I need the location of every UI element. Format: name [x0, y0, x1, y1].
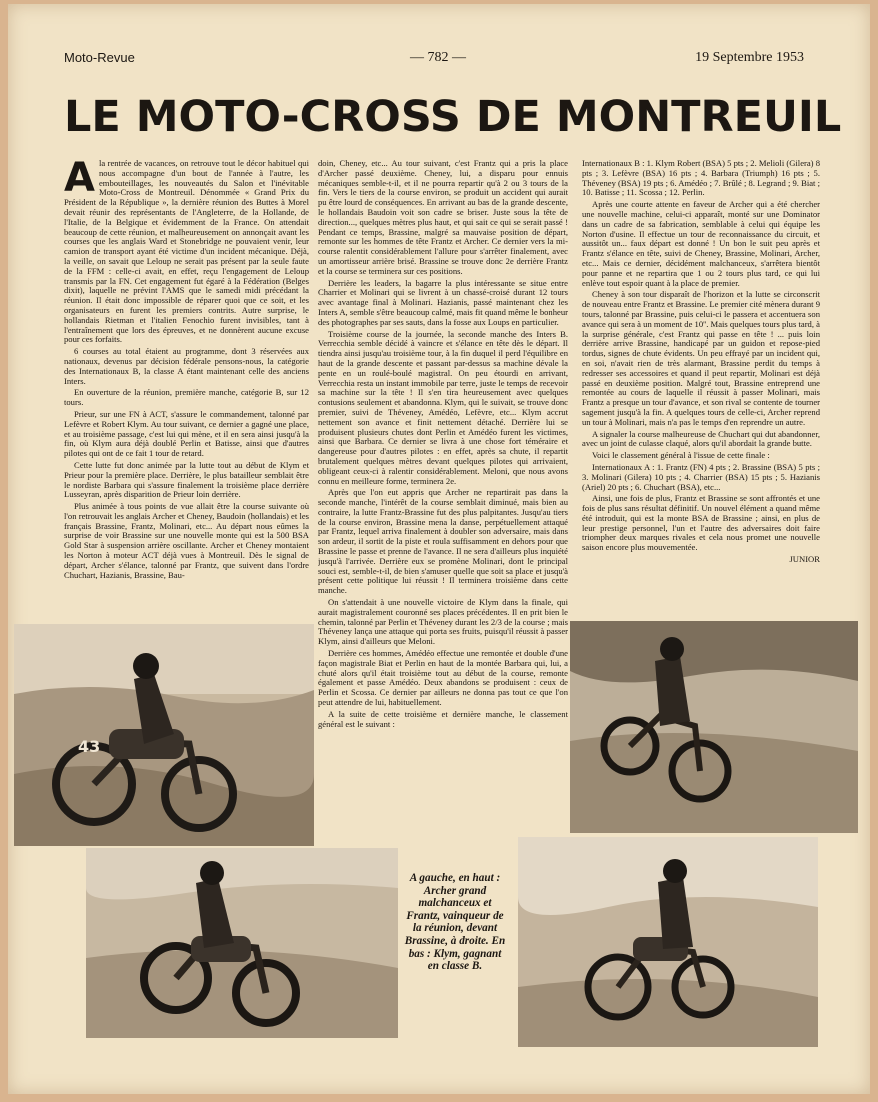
svg-text:43: 43	[78, 737, 101, 756]
photo-caption: A gauche, en haut : Archer grand malchanceux et Frantz, vainqueur de la réunion, devant Brassine, à droite. En bas : Klym, gagnant en classe B.	[404, 872, 506, 973]
paragraph: Après une courte attente en faveur de Archer qui a été chercher une nouvelle machine, celui-ci apparaît, monté sur une Dominator dans un cadre de sa fabrication, semblable à celui qui équipe les Norton d'usine. Il effectue un tour de reconnaissance du circuit, et aussitôt un... faux départ est donné ! Un bon le suit peu après et Frantz s'élance en tête, suivi de Cheney, Brassine, Molinari, Archer, etc... Mais ce dernier, décidément malchanceux, s'arrêtera bientôt pour panne et ne repartira que 1 ou 2 tours plus tard, ce qui lui enlève tout espoir quant à la place de premier.	[582, 199, 820, 288]
paragraph: Après que l'on eut appris que Archer ne repartirait pas dans la seconde manche, l'intérêt de la course semblait diminué, mais bien au contraire, la lutte Frantz-Brassine fut des plus palpitantes. Jusqu'au tiers de la course environ, Brassine mena la danse, perpétuellement attaqué par Frantz, lequel arriva finalement à doubler son adversaire, mais dans son ardeur, il sortit de la piste et roula suffisamment en dehors pour que Brassine le passe et prenne de l'avance. Il ne sera d'ailleurs plus inquiété jusqu'à l'arrivée. Derrière eux se promène Molinari, dont le principal souci est, semble-t-il, de bien s'amuser quelle que soit sa place et jusqu'à présent cette politique lui réussit ! Il terminera troisième dans cette manche.	[318, 487, 568, 596]
paragraph: doin, Cheney, etc... Au tour suivant, c'est Frantz qui a pris la place d'Archer passé deuxième. Cheney, lui, a disparu pour ennuis mécaniques semble-t-il, et il ne pourra repartir qu'à 2 ou 3 tours de la fin. Vers le tiers de la course environ, se produit un accident qui aurait pu être lourd de conséquences. En arrivant au bas de la grande descente, le hollandais Baudoin voit son cadre se briser. Juste sous la tête de direction..., quelques mètres plus haut, et qui sait ce qui se serait passé ! Pendant ce temps, Brassine, malgré sa mauvaise position de départ, remonte sur les hommes de tête Frantz et Archer. Ce dernier vers la mi-course ralentit considérablement l'allure pour s'arrêter finalement, avec un amortisseur arrière brisé. Brassine se trouve donc 2e derrière Frantz et la course se terminera sur ces positions.	[318, 159, 568, 276]
paragraph: On s'attendait à une nouvelle victoire de Klym dans la finale, qui aurait magistralement couronné ses places précédentes. Il en prit bien le chemin, talonné par Perlin et Théveney durant les 2/3 de la course ; mais Théveney lança une attaque qui porta ses fruits, puisqu'il réussit à passer Klym, ainsi d'ailleurs que Meloni.	[318, 597, 568, 647]
paragraph: Derrière les leaders, la bagarre la plus intéressante se situe entre Charrier et Molinari qui se livrent à un chassé-croisé durant 12 tours avec avantage final à Molinari. Hazianis, passé maintenant chez les Inters A, semble s'être beaucoup calmé, mais fit quand même le bonheur des photographes par ses sauts, dans la fosse aux Loups en particulier.	[318, 277, 568, 327]
author-signature: JUNIOR	[789, 554, 820, 565]
paragraph: Voici le classement général à l'issue de cette finale :	[592, 450, 770, 461]
paragraph: Cheney à son tour disparaît de l'horizon et la lutte se circonscrit de nouveau entre Frantz et Brassine. Le premier cité mènera durant 9 tours, talonné par Brassine, puis celui-ci le passera et accentuera son avance qui sera à un moment de 10''. Mais quelques tours plus tard, à la surprise générale, c'est Frantz qui passe en tête ! ... puis loin derrière arrive Brassine, handicapé par un guidon et repose-pied tordus, signes de chute évidents. Un peu effrayé par un incident qui, en soi, n'avait rien de très alarmant, Brassine perdit du temps à redresser ses accessoires et quand il peut repartir, Molinari est déjà passé en deuxième position. Malgré tout, Brassine entreprend une remontée au cours de laquelle il réussit à passer Molinari, mais Frantz a presque un tour d'avance, et son rival se contente de tourner sagement jusqu'à la fin. A quelques tours de celle-ci, Archer reprend un tour à Molinari, mais n'a pas le temps d'en reprendre un autre.	[582, 289, 820, 427]
paragraph: Ala rentrée de vacances, on retrouve tout le décor habituel qui nous accompagne d'un bout de l'année à l'autre, les embouteillages, les nouveautés du Salon et l'inévitable Moto-Cross de Montreuil. Dénommée « Grand Prix du Président de la République », la dernière réunion des Buttes à Morel devait réunir des représentants de l'Angleterre, de la Hollande, de l'Italie, de la Belgique et évidemment de la France. On attendait beaucoup de cette réunion, et malheureusement on annonçait avant les courses que les anglais Ward et Stonebridge ne pouvaient venir, leur camion de transport ayant été victime d'un incident mécanique. Déjà, la veille, on savait que Leloup ne serait pas présent par la seule faute de la FFM : celle-ci avait, en effet, reçu l'engagement de Leloup transmis par la FN. Cet engagement fut égaré à la Fédération (Belges dixit), laquelle ne prévint l'AMS que le samedi midi précédant la réunion. Il était donc impossible de réparer quoi que ce soit, et les organisateurs en furent les premiers contrits. Autre surprise, le hollandais Rietman et l'italien Fenochio furent invisibles, tant à l'entraînement que lors des épreuves, et ne donnèrent aucune excuse pour ces forfaits.	[64, 159, 309, 345]
paragraph: Cette lutte fut donc animée par la lutte tout au début de Klym et Prieur pour la première place. Derrière, le plus batailleur semblait être le nordiste Barbara qui s'assure finalement la troisième place derrière Lusseyran, après disparition de Prieur loin derrière.	[64, 459, 309, 500]
article-title: LE MOTO-CROSS DE MONTREUIL	[64, 92, 842, 142]
page-number: — 782 —	[410, 50, 466, 65]
drop-cap: A	[64, 159, 95, 201]
paragraph: Prieur, sur une FN à ACT, s'assure le commandement, talonné par Lefèvre et Robert Klym. Au tour suivant, ce dernier a gagné une place, et au troisième passage, c'est lui qui mène, et il en sera ainsi jusqu'à la fin, où Klym aura déjà doublé Perlin et Batisse, ainsi que d'autres pilotes qui ont de ce fait 1 tour de retard.	[64, 408, 309, 459]
rider-with-goggles-photo	[570, 621, 858, 833]
article-column-1	[64, 159, 309, 621]
paragraph: Internationaux B : 1. Klym Robert (BSA) 5 pts ; 2. Melioli (Gilera) 8 pts ; 3. Lefèvre (BSA) 16 pts ; 4. Barbara (Triumph) 16 pts ; 5. Théveney (BSA) 19 pts ; 6. Amédéo ; 7. Brûlé ; 8. Legrand ; 9. Biat ; 10. Batisse ; 11. Scossa ; 12. Perlin.	[582, 159, 820, 198]
paragraph: Troisième course de la journée, la seconde manche des Inters B. Verrecchia semble décidé à vaincre et s'élance en tête dès le départ. Il tiendra ainsi jusqu'au troisième tour, à la fin duquel il perd l'équilibre en haut de la grande descente et passant par-dessus sa machine dévale la pente en un roulé-boulé magistral. On peu étourdi en arrivant, Verrecchia resta un instant immobile par terre, juste le temps de recevoir sa machine sur la tête ! Il s'en tira heureusement avec quelques contusions seulement et abandonna. Klym, qui le suivait, se trouve donc premier, suivi de Théveney, Amédéo, Lefèvre, etc... Klym accrut nettement son avance et finit nettement détaché. Derrière lui se produisent plusieurs chutes dont Perlin et Amédéo furent les victimes, ainsi que Barbara. Ce dernier se livra à une chose fort téméraire et dangereuse pour d'autres pilotes : en effet, après sa chute, il repartit brutalement quelques mètres devant quelques pilotes qui arrivaient, obligeant ceux-ci à ralentir considérablement. Meloni, que nous avons connu en meilleure forme, terminera 2e.	[318, 328, 568, 486]
publication-name: Moto-Revue	[64, 50, 135, 65]
paragraph: Derrière ces hommes, Amédéo effectue une remontée et double d'une façon magistrale Biat et Perlin en haut de la montée Barbara qui, lui, a chuté alors qu'il était troisième tout au début de la course, remonte également et passe Amédéo. Deux abandons se produisent : ceux de Perlin et Scossa. Ce dernier par ailleurs ne donna pas tout ce que l'on peut attendre de lui, habituellement.	[318, 648, 568, 708]
paragraph: Internationaux A : 1. Frantz (FN) 4 pts ; 2. Brassine (BSA) 5 pts ; 3. Molinari (Gilera) 10 pts ; 4. Charrier (BSA) 15 pts ; 5. Hazianis (Ariel) 20 pts ; 6. Chuchart (BSA), etc...	[582, 461, 820, 492]
paragraph: A signaler la course malheureuse de Chuchart qui dut abandonner, avec un joint de culasse claqué, alors qu'il abordait la grande butte.	[582, 428, 820, 449]
magazine-page	[8, 4, 870, 1094]
rider-descending-photo	[86, 848, 398, 1038]
article-column-3	[582, 159, 820, 619]
issue-date: 19 Septembre 1953	[695, 50, 804, 65]
klym-riding-photo	[518, 837, 818, 1047]
article-column-2	[318, 159, 568, 839]
paragraph: A la suite de cette troisième et dernière manche, le classement général est le suivant :	[318, 708, 568, 729]
paragraph: Plus animée à tous points de vue allait être la course suivante où l'on retrouvait les anglais Archer et Cheney, Baudoin (hollandais) et les français Brassine, Frantz, Molinari, etc... Au départ nous eûmes la surprise de voir Brassine sur une nouvelle monte qui est la 500 BSA Gold Star à suspension arrière oscillante. Archer et Cheney montaient les Norton à moteur ACT déjà vues à Montreuil. Dès le signal de départ, Archer s'élance, talonné par Frantz, que suivent dans l'ordre Chuchart, Hazianis, Brassine, Bau-	[64, 501, 309, 580]
paragraph: Ainsi, une fois de plus, Frantz et Brassine se sont affrontés et une fois de plus sans résultat définitif. Un nouvel élément a quand même été introduit, qui est la monte BSA de Brassine ; ainsi, en plus de leur prestige personnel, l'un et l'autre des adversaires doit faire triompher deux marques rivales et cela nous promet une nouvelle saison encore plus mouvementée.	[582, 493, 820, 553]
paragraph: En ouverture de la réunion, première manche, catégorie B, sur 12 tours.	[64, 387, 309, 408]
paragraph: 6 courses au total étaient au programme, dont 3 réservées aux nationaux, devenus par décision fédérale pensons-nous, la catégorie des Internationaux B, la classe A étant maintenant celle des anciens Inters.	[64, 346, 309, 386]
rider-number-43-photo	[14, 624, 314, 846]
page-header	[64, 50, 804, 72]
